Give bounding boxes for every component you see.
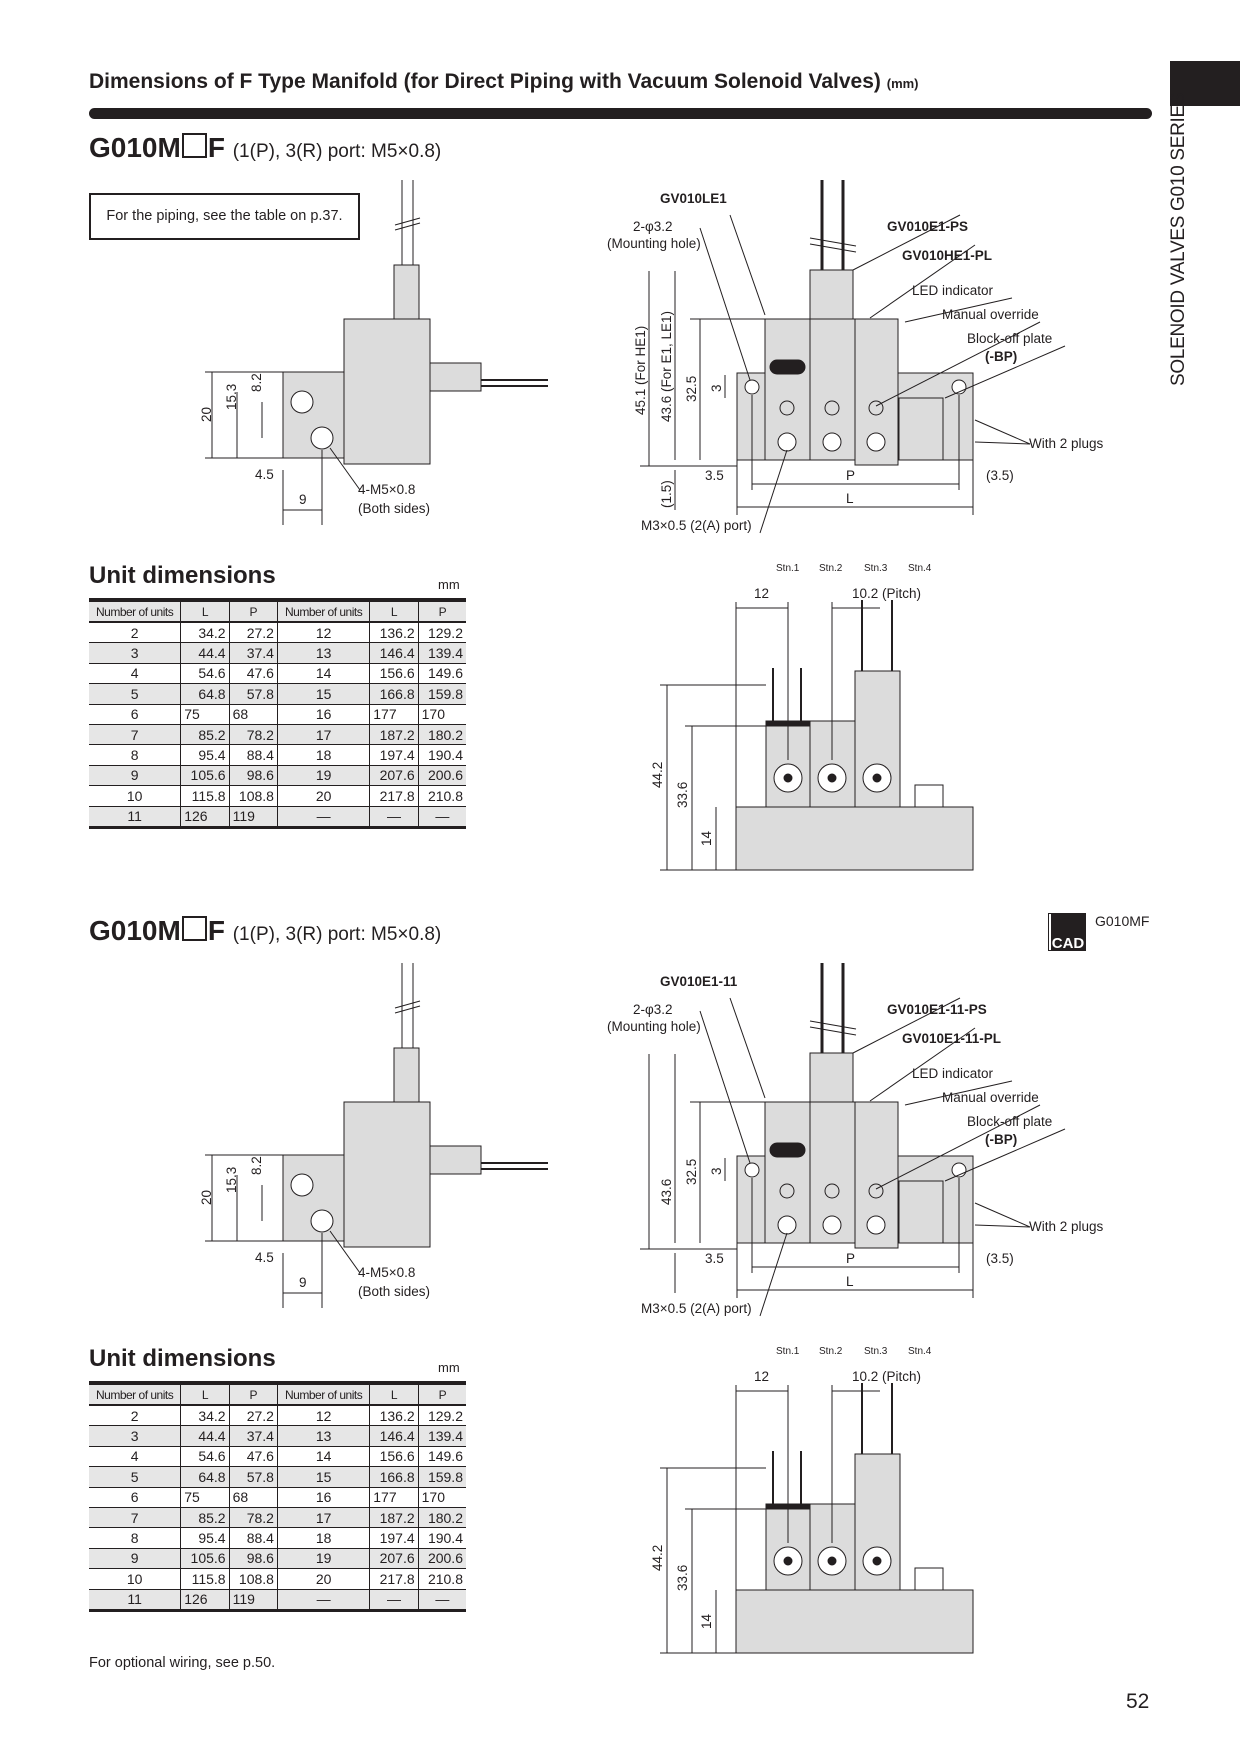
table-cell: 16 bbox=[277, 704, 369, 724]
table-cell: 180.2 bbox=[418, 724, 466, 744]
dim-3: 3 bbox=[709, 384, 724, 392]
table-header bbox=[89, 600, 466, 622]
port-spec: (1(P), 3(R) port: M5×0.8) bbox=[232, 924, 442, 945]
table-cell: 139.4 bbox=[418, 643, 466, 663]
table-cell: 5 bbox=[89, 1467, 181, 1487]
table-cell: 75 bbox=[181, 1487, 229, 1507]
table-cell: 210.8 bbox=[418, 1569, 466, 1589]
series-side-label: SOLENOID VALVES G010 SERIES bbox=[1168, 92, 1189, 386]
station-1-label: Stn.1 bbox=[776, 1346, 800, 1357]
table-cell: 10 bbox=[89, 1569, 181, 1589]
page-number: 52 bbox=[1126, 1690, 1150, 1713]
dim-32-5: 32.5 bbox=[684, 375, 699, 402]
dim-l: L bbox=[846, 491, 854, 506]
dim-height-he1: 45.1 (For HE1) bbox=[633, 325, 648, 415]
column-header: P bbox=[418, 600, 466, 622]
unit-dimensions-heading: Unit dimensions bbox=[89, 562, 276, 589]
table-cell: 139.4 bbox=[418, 1426, 466, 1446]
table-cell: 119 bbox=[229, 1589, 277, 1610]
table-row bbox=[89, 1446, 466, 1466]
dim-44-2: 44.2 bbox=[650, 761, 665, 788]
dim-3-5-left: 3.5 bbox=[705, 468, 724, 483]
cad-icon-label: CAD bbox=[1051, 935, 1085, 951]
table-cell: 75 bbox=[181, 704, 229, 724]
table-cell: 14 bbox=[277, 1446, 369, 1466]
table-cell: 27.2 bbox=[229, 622, 277, 643]
valve-model-a: GV010LE1 bbox=[660, 191, 727, 206]
end-view-drawing bbox=[660, 600, 973, 870]
table-cell: 37.4 bbox=[229, 643, 277, 663]
dim-p: P bbox=[846, 1251, 856, 1266]
dim-20: 20 bbox=[199, 1189, 214, 1205]
table-cell: 166.8 bbox=[370, 684, 418, 704]
table-cell: 44.4 bbox=[181, 1426, 229, 1446]
column-header: L bbox=[181, 1383, 229, 1405]
station-3-label: Stn.3 bbox=[864, 563, 888, 574]
table-cell: 68 bbox=[229, 704, 277, 724]
dim-l: L bbox=[846, 1274, 854, 1289]
valve-model-b: GV010E1-11-PS bbox=[887, 1002, 987, 1017]
table-cell: 180.2 bbox=[418, 1507, 466, 1527]
mounting-hole-label: (Mounting hole) bbox=[607, 1019, 701, 1034]
table-cell: 18 bbox=[277, 745, 369, 765]
table-cell: 47.6 bbox=[229, 1446, 277, 1466]
table-cell: 13 bbox=[277, 643, 369, 663]
table-cell: — bbox=[277, 1589, 369, 1610]
table-cell: 197.4 bbox=[370, 745, 418, 765]
port-spec-note: (Both sides) bbox=[358, 501, 431, 516]
table-cell: 2 bbox=[89, 622, 181, 643]
valve-model-c: GV010HE1-PL bbox=[902, 248, 993, 263]
table-cell: 3 bbox=[89, 643, 181, 663]
table-cell: 159.8 bbox=[418, 684, 466, 704]
mounting-hole-spec: 2-φ3.2 bbox=[633, 219, 673, 234]
model-code-suffix: F bbox=[207, 132, 225, 163]
block-off-plate-label: Block-off plate bbox=[967, 331, 1053, 346]
column-header: Number of units bbox=[277, 1383, 369, 1405]
table-cell: 17 bbox=[277, 724, 369, 744]
table-row bbox=[89, 1487, 466, 1507]
table-cell: 20 bbox=[277, 786, 369, 806]
table-cell: 170 bbox=[418, 704, 466, 724]
table-row bbox=[89, 1569, 466, 1589]
plugs-label: With 2 plugs bbox=[1029, 436, 1104, 451]
port-spec: (1(P), 3(R) port: M5×0.8) bbox=[232, 141, 442, 162]
dim-32-5: 32.5 bbox=[684, 1158, 699, 1185]
table-cell: 17 bbox=[277, 1507, 369, 1527]
a-port-label: M3×0.5 (2(A) port) bbox=[641, 518, 752, 533]
table-header bbox=[89, 1383, 466, 1405]
table-cell: 197.4 bbox=[370, 1528, 418, 1548]
block-off-plate-code: (-BP) bbox=[985, 349, 1018, 364]
table-cell: 78.2 bbox=[229, 1507, 277, 1527]
table-cell: — bbox=[418, 806, 466, 827]
table-cell: 37.4 bbox=[229, 1426, 277, 1446]
dim-height-e1: 43.6 (For E1, LE1) bbox=[659, 310, 674, 422]
table-cell: 156.6 bbox=[370, 663, 418, 683]
table-cell: 64.8 bbox=[181, 684, 229, 704]
table-cell: 6 bbox=[89, 1487, 181, 1507]
table-row bbox=[89, 745, 466, 765]
table-cell: 136.2 bbox=[370, 622, 418, 643]
unit-dimensions-table bbox=[89, 1381, 466, 1612]
valve-model-c: GV010E1-11-PL bbox=[902, 1031, 1002, 1046]
model-code-suffix: F bbox=[207, 915, 225, 946]
table-cell: — bbox=[418, 1589, 466, 1610]
manifold-section bbox=[0, 913, 1240, 1693]
dim-4-5: 4.5 bbox=[255, 467, 274, 482]
model-code: G010M bbox=[89, 915, 181, 946]
table-cell: 11 bbox=[89, 806, 181, 827]
table-cell: 6 bbox=[89, 704, 181, 724]
table-row bbox=[89, 786, 466, 806]
table-cell: 85.2 bbox=[181, 1507, 229, 1527]
column-header: P bbox=[229, 1383, 277, 1405]
table-cell: 10 bbox=[89, 786, 181, 806]
dim-14: 14 bbox=[699, 830, 714, 846]
column-header: L bbox=[370, 1383, 418, 1405]
dim-14: 14 bbox=[699, 1613, 714, 1629]
table-cell: 129.2 bbox=[418, 622, 466, 643]
dim-44-2: 44.2 bbox=[650, 1544, 665, 1571]
end-view-drawing bbox=[660, 1383, 973, 1653]
table-cell: 20 bbox=[277, 1569, 369, 1589]
table-cell: 200.6 bbox=[418, 1548, 466, 1568]
table-body bbox=[89, 622, 466, 827]
dim-3-5-right: (3.5) bbox=[986, 468, 1014, 483]
table-cell: 44.4 bbox=[181, 643, 229, 663]
led-indicator-label: LED indicator bbox=[912, 1066, 994, 1081]
table-cell: 156.6 bbox=[370, 1446, 418, 1466]
table-row bbox=[89, 704, 466, 724]
column-header: Number of units bbox=[89, 1383, 181, 1405]
station-2-label: Stn.2 bbox=[819, 1346, 843, 1357]
table-cell: 105.6 bbox=[181, 765, 229, 785]
table-cell: 170 bbox=[418, 1487, 466, 1507]
dim-15-3: 15.3 bbox=[224, 383, 239, 410]
table-cell: 200.6 bbox=[418, 765, 466, 785]
table-cell: 34.2 bbox=[181, 622, 229, 643]
table-cell: 115.8 bbox=[181, 786, 229, 806]
dim-1-5: (1.5) bbox=[659, 480, 674, 508]
table-cell: 149.6 bbox=[418, 663, 466, 683]
table-row bbox=[89, 765, 466, 785]
table-cell: 98.6 bbox=[229, 765, 277, 785]
table-row bbox=[89, 1467, 466, 1487]
unit-dimensions-table bbox=[89, 598, 466, 829]
title-unit: (mm) bbox=[886, 76, 919, 91]
manual-override-label: Manual override bbox=[942, 1090, 1039, 1105]
valve-model-b: GV010E1-PS bbox=[887, 219, 969, 234]
station-3-label: Stn.3 bbox=[864, 1346, 888, 1357]
table-row bbox=[89, 684, 466, 704]
table-cell: 190.4 bbox=[418, 745, 466, 765]
dim-pitch: 10.2 (Pitch) bbox=[852, 1369, 922, 1384]
dim-4-5: 4.5 bbox=[255, 1250, 274, 1265]
dim-9: 9 bbox=[299, 1275, 307, 1290]
table-cell: 4 bbox=[89, 1446, 181, 1466]
table-cell: 88.4 bbox=[229, 745, 277, 765]
table-cell: 187.2 bbox=[370, 724, 418, 744]
plugs-label: With 2 plugs bbox=[1029, 1219, 1104, 1234]
block-off-plate-code: (-BP) bbox=[985, 1132, 1018, 1147]
column-header: L bbox=[370, 600, 418, 622]
table-row bbox=[89, 1528, 466, 1548]
column-header: P bbox=[229, 600, 277, 622]
mounting-hole-spec: 2-φ3.2 bbox=[633, 1002, 673, 1017]
table-cell: 57.8 bbox=[229, 684, 277, 704]
table-cell: 108.8 bbox=[229, 786, 277, 806]
table-cell: 177 bbox=[370, 1487, 418, 1507]
table-cell: 115.8 bbox=[181, 1569, 229, 1589]
dim-height-e1: 43.6 bbox=[659, 1178, 674, 1205]
table-cell: 95.4 bbox=[181, 1528, 229, 1548]
station-4-label: Stn.4 bbox=[908, 1346, 932, 1357]
block-off-plate-label: Block-off plate bbox=[967, 1114, 1053, 1129]
table-cell: 3 bbox=[89, 1426, 181, 1446]
table-row bbox=[89, 1548, 466, 1568]
table-cell: 207.6 bbox=[370, 1548, 418, 1568]
table-cell: 129.2 bbox=[418, 1405, 466, 1426]
valve-model-a: GV010E1-11 bbox=[660, 974, 738, 989]
cad-icon bbox=[1048, 913, 1086, 951]
table-cell: 11 bbox=[89, 1589, 181, 1610]
table-cell: 4 bbox=[89, 663, 181, 683]
manifold-section bbox=[0, 130, 1240, 910]
table-row bbox=[89, 806, 466, 827]
page-title bbox=[89, 70, 919, 94]
table-cell: — bbox=[277, 806, 369, 827]
unit-label: mm bbox=[438, 1360, 460, 1375]
table-cell: 14 bbox=[277, 663, 369, 683]
dim-8-2: 8.2 bbox=[249, 373, 264, 392]
table-cell: 207.6 bbox=[370, 765, 418, 785]
unit-dimensions-heading: Unit dimensions bbox=[89, 1345, 276, 1372]
table-row bbox=[89, 1426, 466, 1446]
table-cell: 2 bbox=[89, 1405, 181, 1426]
table-cell: 8 bbox=[89, 745, 181, 765]
table-cell: 27.2 bbox=[229, 1405, 277, 1426]
table-cell: 9 bbox=[89, 765, 181, 785]
table-cell: 47.6 bbox=[229, 663, 277, 683]
table-cell: 146.4 bbox=[370, 1426, 418, 1446]
dim-15-3: 15.3 bbox=[224, 1166, 239, 1193]
table-cell: 159.8 bbox=[418, 1467, 466, 1487]
table-cell: 187.2 bbox=[370, 1507, 418, 1527]
dim-3-5-left: 3.5 bbox=[705, 1251, 724, 1266]
piping-note: For the piping, see the table on p.37. bbox=[89, 193, 360, 240]
table-cell: 78.2 bbox=[229, 724, 277, 744]
manual-override-label: Manual override bbox=[942, 307, 1039, 322]
column-header: P bbox=[418, 1383, 466, 1405]
title-text: Dimensions of F Type Manifold (for Direct Piping with Vacuum Solenoid Valves) bbox=[89, 70, 881, 93]
model-code: G010M bbox=[89, 132, 181, 163]
table-cell: 108.8 bbox=[229, 1569, 277, 1589]
table-cell: 146.4 bbox=[370, 643, 418, 663]
port-spec-label: 4-M5×0.8 bbox=[358, 1265, 416, 1280]
column-header: L bbox=[181, 600, 229, 622]
table-row bbox=[89, 643, 466, 663]
table-cell: 57.8 bbox=[229, 1467, 277, 1487]
table-cell: 12 bbox=[277, 1405, 369, 1426]
a-port-label: M3×0.5 (2(A) port) bbox=[641, 1301, 752, 1316]
table-cell: 166.8 bbox=[370, 1467, 418, 1487]
dim-9: 9 bbox=[299, 492, 307, 507]
table-cell: 54.6 bbox=[181, 663, 229, 683]
station-4-label: Stn.4 bbox=[908, 563, 932, 574]
table-row bbox=[89, 622, 466, 643]
table-cell: 88.4 bbox=[229, 1528, 277, 1548]
table-cell: 16 bbox=[277, 1487, 369, 1507]
table-cell: 13 bbox=[277, 1426, 369, 1446]
table-cell: 64.8 bbox=[181, 1467, 229, 1487]
table-cell: — bbox=[370, 806, 418, 827]
dim-33-6: 33.6 bbox=[675, 781, 690, 808]
cad-model-name: G010MF bbox=[1095, 913, 1150, 929]
table-cell: 126 bbox=[181, 806, 229, 827]
table-cell: 210.8 bbox=[418, 786, 466, 806]
dim-33-6: 33.6 bbox=[675, 1564, 690, 1591]
table-cell: 7 bbox=[89, 724, 181, 744]
table-cell: 217.8 bbox=[370, 786, 418, 806]
table-cell: 19 bbox=[277, 765, 369, 785]
dim-20: 20 bbox=[199, 406, 214, 422]
table-cell: 119 bbox=[229, 806, 277, 827]
table-cell: 5 bbox=[89, 684, 181, 704]
table-cell: 54.6 bbox=[181, 1446, 229, 1466]
led-indicator-label: LED indicator bbox=[912, 283, 994, 298]
table-cell: — bbox=[370, 1589, 418, 1610]
table-cell: 105.6 bbox=[181, 1548, 229, 1568]
table-cell: 12 bbox=[277, 622, 369, 643]
table-cell: 126 bbox=[181, 1589, 229, 1610]
table-cell: 8 bbox=[89, 1528, 181, 1548]
table-cell: 217.8 bbox=[370, 1569, 418, 1589]
dim-12: 12 bbox=[754, 586, 770, 601]
table-cell: 149.6 bbox=[418, 1446, 466, 1466]
table-cell: 68 bbox=[229, 1487, 277, 1507]
table-cell: 19 bbox=[277, 1548, 369, 1568]
table-cell: 18 bbox=[277, 1528, 369, 1548]
table-row bbox=[89, 1589, 466, 1610]
table-body bbox=[89, 1405, 466, 1610]
station-2-label: Stn.2 bbox=[819, 563, 843, 574]
column-header: Number of units bbox=[89, 600, 181, 622]
table-row bbox=[89, 1507, 466, 1527]
footer-note: For optional wiring, see p.50. bbox=[89, 1655, 276, 1671]
table-cell: 136.2 bbox=[370, 1405, 418, 1426]
table-cell: 7 bbox=[89, 1507, 181, 1527]
table-row bbox=[89, 1405, 466, 1426]
table-row bbox=[89, 724, 466, 744]
dim-3: 3 bbox=[709, 1167, 724, 1175]
dim-8-2: 8.2 bbox=[249, 1156, 264, 1175]
dim-12: 12 bbox=[754, 1369, 770, 1384]
table-row bbox=[89, 663, 466, 683]
station-1-label: Stn.1 bbox=[776, 563, 800, 574]
port-spec-label: 4-M5×0.8 bbox=[358, 482, 416, 497]
unit-label: mm bbox=[438, 577, 460, 592]
table-cell: 9 bbox=[89, 1548, 181, 1568]
table-cell: 95.4 bbox=[181, 745, 229, 765]
mounting-hole-label: (Mounting hole) bbox=[607, 236, 701, 251]
table-cell: 85.2 bbox=[181, 724, 229, 744]
title-rule bbox=[89, 108, 1152, 119]
table-cell: 177 bbox=[370, 704, 418, 724]
table-cell: 34.2 bbox=[181, 1405, 229, 1426]
table-cell: 98.6 bbox=[229, 1548, 277, 1568]
table-cell: 190.4 bbox=[418, 1528, 466, 1548]
table-cell: 15 bbox=[277, 684, 369, 704]
port-spec-note: (Both sides) bbox=[358, 1284, 431, 1299]
table-cell: 15 bbox=[277, 1467, 369, 1487]
dim-3-5-right: (3.5) bbox=[986, 1251, 1014, 1266]
dim-p: P bbox=[846, 468, 856, 483]
column-header: Number of units bbox=[277, 600, 369, 622]
dim-pitch: 10.2 (Pitch) bbox=[852, 586, 922, 601]
